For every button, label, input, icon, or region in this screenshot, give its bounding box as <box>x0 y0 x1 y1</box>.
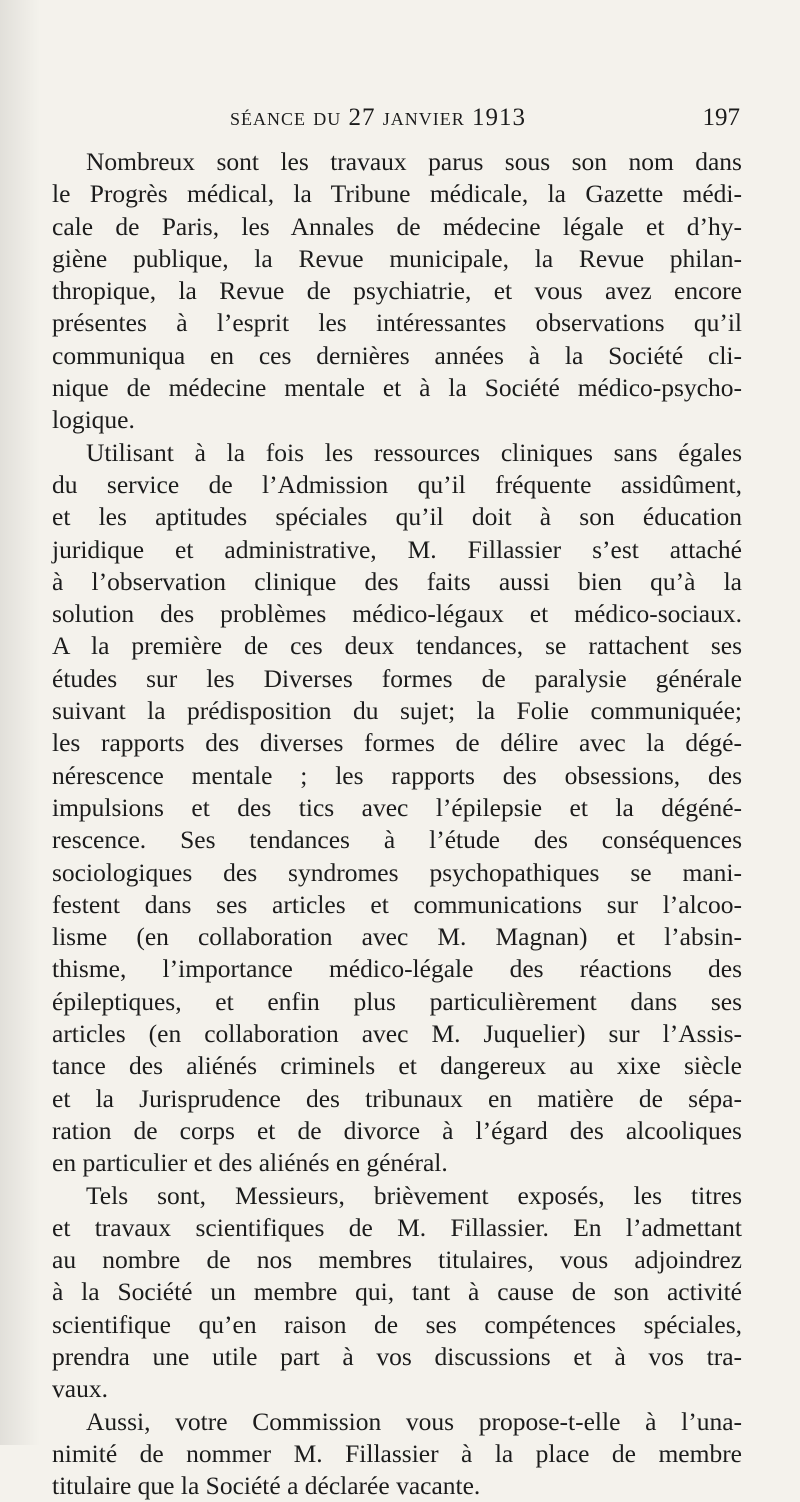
text-line: scientifique qu’en raison de ses compétences spéciales, <box>52 1309 742 1339</box>
running-head: séance du 27 janvier 1913 <box>230 104 526 131</box>
text-line: en particulier et des aliénés en général. <box>52 1148 448 1178</box>
text-line: thropique, la Revue de psychiatrie, et vous avez encore <box>52 276 742 306</box>
text-line: épileptiques, et enfin plus particulièrement dans ses <box>52 986 742 1016</box>
text-line: nimité de nommer M. Fillassier à la place de membre <box>52 1438 742 1468</box>
text-line: au nombre de nos membres titulaires, vous adjoindrez <box>52 1245 742 1275</box>
text-line: du service de l’Admission qu’il fréquente assidûment, <box>52 469 742 499</box>
text-line: Nombreux sont les travaux parus sous son nom dans <box>86 147 742 176</box>
page-number: 197 <box>702 104 740 131</box>
text-line: le Progrès médical, la Tribune médicale, la Gazette médi- <box>52 179 742 209</box>
text-line: suivant la prédisposition du sujet; la Folie communiquée; <box>52 696 742 726</box>
text-line: prendra une utile part à vos discussions et à vos tra- <box>52 1341 742 1371</box>
text-line: vaux. <box>52 1374 108 1404</box>
text-line: nérescence mentale ; les rapports des obsessions, des <box>52 760 742 790</box>
text-line: ration de corps et de divorce à l’égard des alcooliques <box>52 1115 742 1145</box>
text-line: cale de Paris, les Annales de médecine légale et d’hy- <box>52 211 742 241</box>
text-line: présentes à l’esprit les intéressantes observations qu’il <box>52 308 742 338</box>
text-line: sociologiques des syndromes psychopathiques se mani- <box>52 857 742 887</box>
text-line: A la première de ces deux tendances, se rattachent ses <box>52 631 742 661</box>
text-line: à l’observation clinique des faits aussi bien qu’à la <box>52 566 742 596</box>
text-line: communiqua en ces dernières années à la Société cli- <box>52 340 742 370</box>
text-line: Aussi, votre Commission vous propose-t-elle à l’una- <box>86 1406 742 1436</box>
text-line: les rapports des diverses formes de délire avec la dégé- <box>52 728 742 758</box>
text-line: solution des problèmes médico-légaux et médico-sociaux. <box>52 599 742 629</box>
text-line: festent dans ses articles et communications sur l’alcoo- <box>52 889 742 919</box>
text-line: thisme, l’importance médico-légale des réactions des <box>52 954 742 984</box>
text-line: tance des aliénés criminels et dangereux au xixe siècle <box>52 1051 742 1081</box>
text-line: études sur les Diverses formes de paralysie générale <box>52 663 742 693</box>
text-line: et la Jurisprudence des tribunaux en matière de sépa- <box>52 1083 742 1113</box>
text-line: rescence. Ses tendances à l’étude des conséquences <box>52 825 742 855</box>
body-text <box>52 146 742 1502</box>
text-line: giène publique, la Revue municipale, la Revue philan- <box>52 243 742 273</box>
text-line: Utilisant à la fois les ressources cliniques sans égales <box>86 437 742 467</box>
text-line: Tels sont, Messieurs, brièvement exposés, les titres <box>86 1180 742 1210</box>
text-line: articles (en collaboration avec M. Juquelier) sur l’Assis- <box>52 1019 742 1049</box>
text-line: à la Société un membre qui, tant à cause de son activité <box>52 1277 742 1307</box>
text-line: titulaire que la Société a déclarée vacante. <box>52 1471 481 1501</box>
text-line: juridique et administrative, M. Fillassier s’est attaché <box>52 534 742 564</box>
text-line: lisme (en collaboration avec M. Magnan) et l’absin- <box>52 922 742 952</box>
text-line: et les aptitudes spéciales qu’il doit à son éducation <box>52 502 742 532</box>
text-line: nique de médecine mentale et à la Société médico-psycho- <box>52 373 742 403</box>
page-header <box>60 104 740 140</box>
text-line: impulsions et des tics avec l’épilepsie et la dégéné- <box>52 792 742 822</box>
text-line: et travaux scientifiques de M. Fillassier. En l’admettant <box>52 1212 742 1242</box>
text-line: logique. <box>52 405 135 435</box>
scan-shadow <box>0 0 40 1445</box>
